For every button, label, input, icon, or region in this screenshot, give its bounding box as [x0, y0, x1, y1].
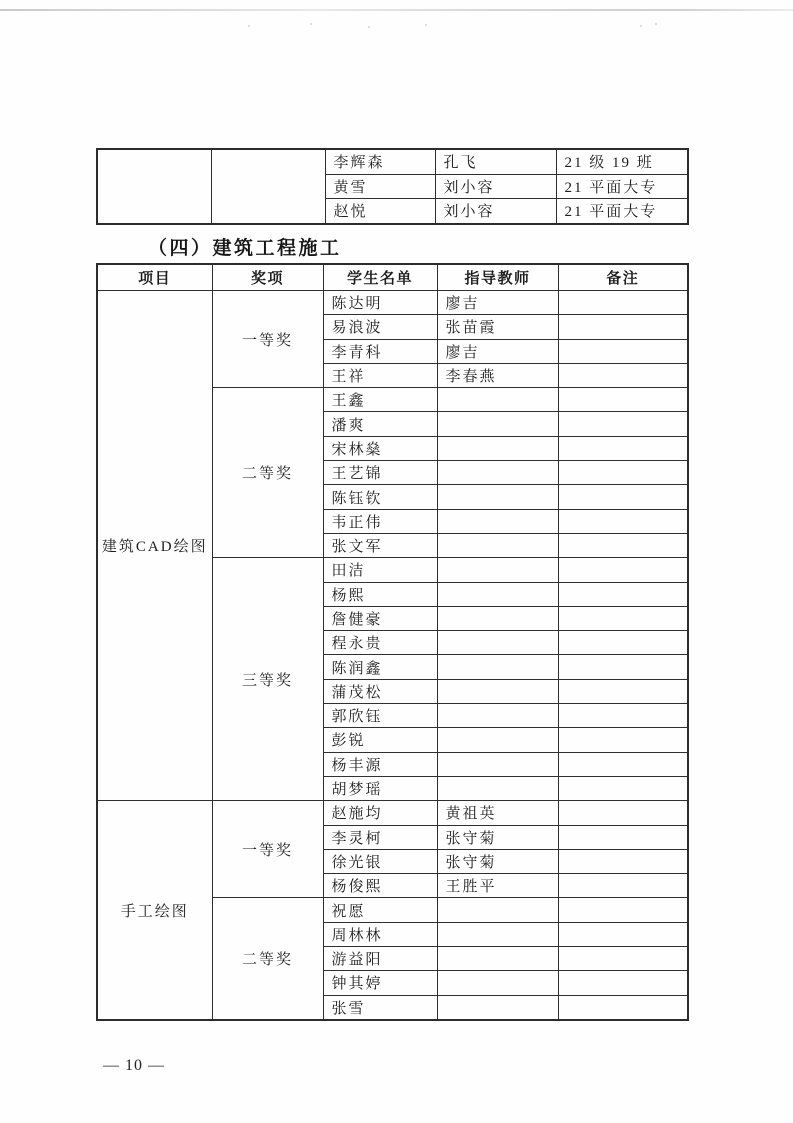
- teacher-cell: [437, 631, 558, 655]
- teacher-cell: 张守菊: [437, 825, 558, 849]
- student-cell: 王艺锦: [323, 461, 437, 485]
- project-cell: 建筑CAD绘图: [97, 291, 212, 801]
- remark-cell: [558, 947, 688, 971]
- remark-cell: [558, 461, 688, 485]
- student-cell: 詹健豪: [323, 606, 437, 630]
- remark-cell: [558, 558, 688, 582]
- scan-speckle: [248, 25, 250, 27]
- scan-speckle: [640, 25, 642, 27]
- student-cell: 赵施均: [323, 801, 437, 825]
- remark-cell: 21 平面大专: [556, 199, 688, 224]
- teacher-cell: [437, 971, 558, 995]
- teacher-cell: [437, 728, 558, 752]
- student-cell: 韦正伟: [323, 509, 437, 533]
- student-cell: 蒲茂松: [323, 679, 437, 703]
- teacher-cell: [437, 655, 558, 679]
- remark-cell: [558, 922, 688, 946]
- student-cell: 李辉森: [325, 149, 435, 174]
- remark-cell: [558, 704, 688, 728]
- remark-cell: [558, 801, 688, 825]
- project-cell: 手工绘图: [97, 801, 212, 1020]
- award-cell: 三等奖: [212, 558, 323, 801]
- teacher-cell: 王胜平: [437, 874, 558, 898]
- teacher-cell: 张苗霞: [437, 315, 558, 339]
- student-cell: 李青科: [323, 339, 437, 363]
- teacher-cell: 廖吉: [437, 339, 558, 363]
- remark-cell: [558, 509, 688, 533]
- teacher-cell: 刘小容: [435, 174, 556, 199]
- remark-cell: [558, 874, 688, 898]
- scan-speckle: [310, 23, 312, 25]
- student-cell: 张文军: [323, 533, 437, 557]
- teacher-cell: 张守菊: [437, 849, 558, 873]
- teacher-cell: [437, 898, 558, 922]
- remark-cell: [558, 971, 688, 995]
- student-cell: 胡梦瑶: [323, 776, 437, 800]
- header-award: 奖项: [212, 264, 323, 291]
- remark-cell: [558, 655, 688, 679]
- teacher-cell: [437, 461, 558, 485]
- student-cell: 杨丰源: [323, 752, 437, 776]
- remark-cell: [558, 728, 688, 752]
- table-row: [97, 801, 688, 825]
- award-cell: 二等奖: [212, 898, 323, 1020]
- remark-cell: [558, 995, 688, 1020]
- remark-cell: [558, 776, 688, 800]
- header-student: 学生名单: [323, 264, 437, 291]
- teacher-cell: [437, 776, 558, 800]
- teacher-cell: [437, 704, 558, 728]
- page-number: — 10 —: [103, 1057, 165, 1074]
- teacher-cell: [437, 509, 558, 533]
- teacher-cell: 李春燕: [437, 363, 558, 387]
- header-teacher: 指导教师: [437, 264, 558, 291]
- student-cell: 钟其婷: [323, 971, 437, 995]
- award-cell: 一等奖: [212, 291, 323, 388]
- teacher-cell: [437, 533, 558, 557]
- remark-cell: [558, 291, 688, 315]
- remark-cell: [558, 679, 688, 703]
- header-project: 项目: [97, 264, 212, 291]
- teacher-cell: [437, 679, 558, 703]
- scan-artifact-line: [0, 9, 793, 11]
- student-cell: 王鑫: [323, 388, 437, 412]
- student-cell: 徐光银: [323, 849, 437, 873]
- teacher-cell: [437, 752, 558, 776]
- teacher-cell: [437, 606, 558, 630]
- remark-cell: [558, 339, 688, 363]
- remark-cell: 21 平面大专: [556, 174, 688, 199]
- remark-cell: 21 级 19 班: [556, 149, 688, 174]
- remark-cell: [558, 485, 688, 509]
- student-cell: 田洁: [323, 558, 437, 582]
- remark-cell: [558, 631, 688, 655]
- table-row: [97, 291, 688, 315]
- award-table-body: [97, 291, 688, 1020]
- header-remark: 备注: [558, 264, 688, 291]
- remark-cell: [558, 533, 688, 557]
- student-cell: 李灵柯: [323, 825, 437, 849]
- student-cell: 程永贵: [323, 631, 437, 655]
- remark-cell: [558, 849, 688, 873]
- award-cell: [211, 149, 325, 224]
- award-cell: 一等奖: [212, 801, 323, 898]
- student-cell: 易浪波: [323, 315, 437, 339]
- section-heading: （四）建筑工程施工: [148, 238, 342, 259]
- teacher-cell: [437, 947, 558, 971]
- remark-cell: [558, 315, 688, 339]
- student-cell: 陈钰钦: [323, 485, 437, 509]
- student-cell: 祝愿: [323, 898, 437, 922]
- teacher-cell: 孔飞: [435, 149, 556, 174]
- teacher-cell: 刘小容: [435, 199, 556, 224]
- student-cell: 陈润鑫: [323, 655, 437, 679]
- student-cell: 杨俊熙: [323, 874, 437, 898]
- teacher-cell: [437, 485, 558, 509]
- student-cell: 彭锐: [323, 728, 437, 752]
- student-cell: 潘爽: [323, 412, 437, 436]
- teacher-cell: [437, 582, 558, 606]
- teacher-cell: [437, 388, 558, 412]
- header-row: [97, 264, 688, 291]
- student-cell: 黄雪: [325, 174, 435, 199]
- remark-cell: [558, 898, 688, 922]
- student-cell: 杨熙: [323, 582, 437, 606]
- teacher-cell: 黄祖英: [437, 801, 558, 825]
- student-cell: 陈达明: [323, 291, 437, 315]
- student-cell: 王祥: [323, 363, 437, 387]
- teacher-cell: [437, 995, 558, 1020]
- student-cell: 游益阳: [323, 947, 437, 971]
- scan-speckle: [425, 24, 427, 26]
- remark-cell: [558, 388, 688, 412]
- student-cell: 张雪: [323, 995, 437, 1020]
- scan-speckle: [368, 26, 370, 28]
- table-row: [97, 149, 688, 174]
- student-cell: 宋林燊: [323, 436, 437, 460]
- remark-cell: [558, 582, 688, 606]
- project-cell: [97, 149, 211, 224]
- award-cell: 二等奖: [212, 388, 323, 558]
- remark-cell: [558, 752, 688, 776]
- teacher-cell: [437, 412, 558, 436]
- remark-cell: [558, 412, 688, 436]
- scan-speckle: [655, 23, 657, 25]
- student-cell: 郭欣钰: [323, 704, 437, 728]
- teacher-cell: [437, 922, 558, 946]
- teacher-cell: [437, 436, 558, 460]
- continuation-table: [96, 148, 689, 225]
- remark-cell: [558, 363, 688, 387]
- award-table: [96, 263, 689, 1021]
- student-cell: 赵悦: [325, 199, 435, 224]
- teacher-cell: 廖吉: [437, 291, 558, 315]
- remark-cell: [558, 606, 688, 630]
- student-cell: 周林林: [323, 922, 437, 946]
- remark-cell: [558, 825, 688, 849]
- remark-cell: [558, 436, 688, 460]
- teacher-cell: [437, 558, 558, 582]
